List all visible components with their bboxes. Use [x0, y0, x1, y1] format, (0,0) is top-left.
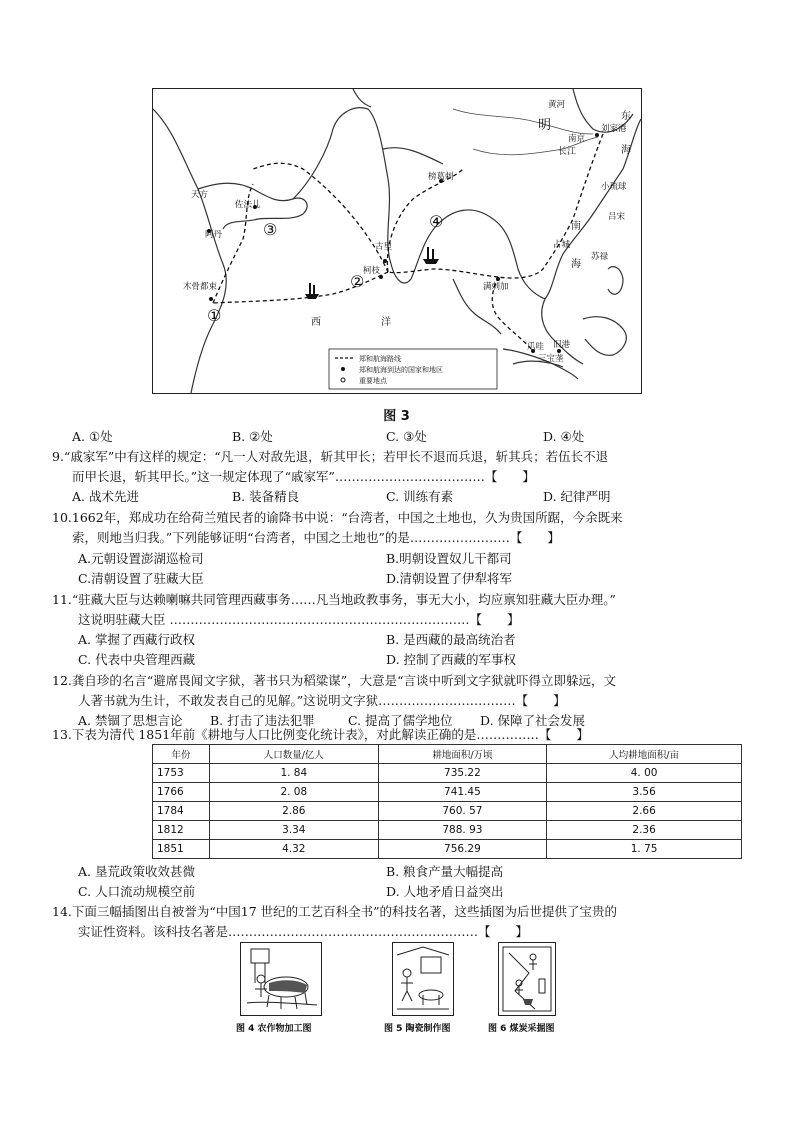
q10-option-a: A.元朝设置澎湖巡检司 — [78, 551, 204, 566]
illustration-crop-processing — [240, 942, 322, 1016]
label-zuofaer: 佐法儿 — [235, 200, 261, 210]
q12-option-c: C. 提高了儒学地位 — [348, 713, 453, 728]
q12-option-d: D. 保障了社会发展 — [480, 713, 586, 728]
label-manlajia: 满剌加 — [483, 282, 509, 292]
q10-stem-line1: 10.1662年，郑成功在给荷兰殖民者的谕降书中说：“台湾者，中国之土地也，久为贵国所踞，今余既来 — [52, 510, 623, 525]
q13-option-a: A. 垦荒政策收效甚微 — [78, 864, 195, 879]
label-nanjing: 南京 — [568, 134, 586, 144]
q12-stem-line1: 12.龚自珍的名言“避席畏闻文字狱，著书只为稻粱谋”，大意是“言谈中听到文字狱就吓得立即躲远，文 — [52, 673, 617, 688]
q10-option-b: B.明朝设置奴儿干都司 — [386, 551, 512, 566]
zheng-he-voyage-map — [152, 88, 642, 394]
table-row: 1784 2.86 760. 57 2.66 — [153, 802, 742, 821]
label-lvsong: 吕宋 — [608, 212, 626, 222]
caption-fig4: 图 4 农作物加工图 — [236, 1024, 312, 1034]
q13-option-b: B. 粮食产量大幅提高 — [386, 864, 504, 879]
q9-option-b: B. 装备精良 — [232, 489, 300, 504]
label-changjiang: 长江 — [558, 147, 577, 157]
label-sanbaolong: 三宝垄 — [538, 354, 564, 364]
label-jiugang: 旧港 — [553, 340, 571, 350]
label-banggela: 榜葛剌 — [428, 172, 454, 182]
th-population: 人口数量/亿人 — [210, 745, 379, 764]
q11-option-a: A. 掌握了西藏行政权 — [78, 632, 195, 647]
q9-option-c: C. 训练有素 — [386, 489, 454, 504]
label-guli: 古里 — [375, 242, 393, 252]
label-nan-hai: 海 — [571, 259, 581, 270]
label-nan: 南 — [571, 221, 581, 232]
q9-option-d: D. 纪律严明 — [543, 489, 611, 504]
table-header-row — [153, 745, 742, 764]
illustration-coal-mining — [498, 942, 556, 1016]
label-yang: 洋 — [381, 317, 391, 328]
q13-option-c: C. 人口流动规模空前 — [78, 884, 196, 899]
q8-option-b: B. ②处 — [232, 429, 273, 444]
map-svg — [153, 89, 641, 393]
label-zhaowa: 爪哇 — [527, 342, 545, 352]
marker-1: ① — [207, 306, 222, 325]
label-ming: 明 — [538, 118, 552, 133]
q11-stem-line2: 这说明驻藏大臣 ………………………………………………………………【 】 — [78, 612, 520, 627]
marker-2: ② — [350, 272, 365, 291]
rivers — [453, 109, 598, 155]
q13-stem-line1: 13.下表为清代 1851年前《耕地与人口比例变化统计表》，对此解读正确的是……………【 】 — [52, 727, 589, 742]
q9-option-a: A. 战术先进 — [72, 489, 139, 504]
table-row: 1753 1. 84 735.22 4. 00 — [153, 764, 742, 783]
q8-option-d: D. ④处 — [543, 429, 585, 444]
label-xi: 西 — [311, 317, 321, 328]
q14-stem-line2: 实证性资料。该科技名著是……………………………………………………【 】 — [78, 924, 529, 939]
th-cropland: 耕地面积/万顷 — [378, 745, 547, 764]
label-sulu: 苏禄 — [591, 252, 609, 262]
legend-countries: 郑和航海到达的国家和地区 — [359, 366, 443, 374]
table-row: 1766 2. 08 741.45 3.56 — [153, 783, 742, 802]
q12-option-a: A. 禁锢了思想言论 — [78, 713, 183, 728]
caption-fig5: 图 5 陶瓷制作图 — [384, 1024, 451, 1034]
label-xiaoliuqiu: 小琉球 — [601, 182, 627, 192]
label-mugudushu: 木骨都束 — [183, 282, 218, 292]
legend-route: 郑和航海路线 — [359, 355, 401, 363]
place-dots — [207, 133, 599, 353]
cropland-population-table — [152, 744, 742, 859]
voyage-route — [213, 134, 603, 351]
illustration-ceramics — [392, 942, 454, 1016]
label-zhancheng: 占城 — [553, 240, 571, 250]
label-kezhi: 柯枝 — [363, 266, 381, 276]
legend-places: 重要地点 — [359, 377, 387, 385]
q9-stem-line2: 而甲长退，斩其甲长。”这一规定体现了“戚家军”………………………………【 】 — [72, 469, 535, 484]
label-tianfang: 天方 — [191, 190, 209, 200]
q11-option-c: C. 代表中央管理西藏 — [78, 652, 196, 667]
q10-stem-line2: 索，则地当归我。”下列能够证明“台湾者，中国之土地也”的是……………………【 】 — [72, 530, 560, 545]
q11-stem-line1: 11.“驻藏大臣与达赖喇嘛共同管理西藏事务……凡当地政教事务，事无大小，均应禀知驻藏大臣办理。” — [52, 592, 616, 607]
q10-option-c: C.清朝设置了驻藏大臣 — [78, 571, 204, 586]
map-legend — [329, 349, 497, 389]
marker-3: ③ — [263, 220, 278, 239]
q10-option-d: D.清朝设置了伊犁将军 — [386, 571, 513, 586]
q9-stem-line1: 9.“戚家军”中有这样的规定：“凡一人对敌先退，斩其甲长；若甲长不退而兵退，斩其兵；若伍长不退 — [52, 449, 609, 464]
q11-option-d: D. 控制了西藏的军事权 — [386, 652, 517, 667]
q12-stem-line2: 人著书就为生计，不敢发表自己的见解。”这说明文字狱……………………………【 】 — [78, 693, 566, 708]
figure-3-caption: 图 3 — [383, 409, 410, 424]
caption-fig6: 图 6 煤炭采掘图 — [488, 1024, 555, 1034]
q8-option-a: A. ①处 — [72, 429, 113, 444]
th-per-capita: 人均耕地面积/亩 — [547, 745, 742, 764]
marker-4: ④ — [429, 212, 444, 231]
label-dong-hai: 海 — [621, 145, 631, 156]
label-adan: 阿丹 — [205, 230, 223, 240]
th-year: 年份 — [153, 745, 210, 764]
label-huanghe: 黄河 — [548, 100, 566, 110]
q8-option-c: C. ③处 — [386, 429, 427, 444]
label-dong: 东 — [621, 111, 631, 122]
q11-option-b: B. 是西藏的最高统治者 — [386, 632, 516, 647]
table-row: 1812 3.34 788. 93 2.36 — [153, 821, 742, 840]
q13-option-d: D. 人地矛盾日益突出 — [386, 884, 504, 899]
q12-option-b: B. 打击了违法犯罪 — [210, 713, 315, 728]
q14-stem-line1: 14.下面三幅插图出自被誉为“中国17 世纪的工艺百科全书”的科技名著，这些插图为后世提供了宝贵的 — [52, 904, 618, 919]
table-row: 1851 4.32 756.29 1. 75 — [153, 840, 742, 859]
label-liujiagang: 刘家港 — [601, 124, 627, 134]
